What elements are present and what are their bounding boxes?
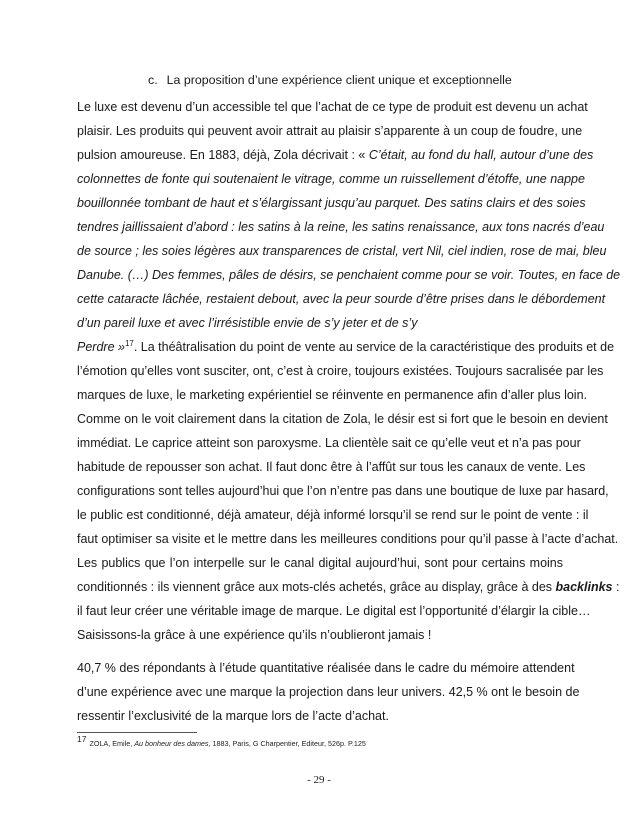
quote-line: de source ; les soies légères aux transparences de cristal, vert Nil, ciel indien, rose de mai, bleu xyxy=(77,244,607,258)
body-line: ressentir l’exclusivité de la marque lors de l’acte d’achat. xyxy=(77,709,389,723)
body-line xyxy=(77,338,615,355)
quote-line: colonnettes de fonte qui soutenaient le vitrage, comme un ruissellement d’étoffe, une nappe xyxy=(77,172,585,186)
body-line: configurations sont telles aujourd’hui que l’on n’entre pas dans une boutique de luxe par hasard, xyxy=(77,484,609,498)
page-number: - 29 - xyxy=(307,774,331,786)
body-text: . La théâtralisation du point de vente au service de la caractéristique des produits et de xyxy=(133,340,615,354)
body-line: faut optimiser sa visite et le mettre dans les meilleures conditions pour qu’il passe à l’acte d’achat. xyxy=(77,532,619,546)
section-heading xyxy=(148,73,512,87)
body-line: il faut leur créer une véritable image de marque. Le digital est l’opportunité d’élargir la cible… xyxy=(77,604,591,618)
footnote-title: Au bonheur des dames xyxy=(134,739,209,748)
heading-text: La proposition d’une expérience client unique et exceptionnelle xyxy=(166,73,512,87)
quote-line: d’un pareil luxe et avec l’irrésistible envie de s’y jeter et de s’y xyxy=(77,316,418,330)
body-line: plaisir. Les produits qui peuvent avoir attrait au plaisir s’apparente à un coup de foudre, une xyxy=(77,124,583,138)
quote-line: cette cataracte lâchée, restaient debout, avec la peur sourde d’être prises dans le débordement xyxy=(77,292,606,306)
body-line: d’une expérience avec une marque la projection dans leur univers. 42,5 % ont le besoin de xyxy=(77,685,580,699)
body-line xyxy=(77,579,620,595)
body-line: Le luxe est devenu d’un accessible tel que l’achat de ce type de produit est devenu un achat xyxy=(77,100,588,114)
body-line: marques de luxe, le marketing expérientiel se réinvente en permanence afin d’aller plus loin. xyxy=(77,388,588,402)
body-line: habitude de repousser son achat. Il faut donc être à l’affût sur tous les canaux de vente. Les xyxy=(77,460,586,474)
quote-text: C’était, au fond du hall, autour d’une des xyxy=(368,148,594,162)
footnote-details: , 1883, Paris, G Charpentier, Editeur, 526p. P.125 xyxy=(208,739,366,748)
body-line: 40,7 % des répondants à l’étude quantitative réalisée dans le cadre du mémoire attendent xyxy=(77,661,575,675)
quote-line: bouillonnée tombant de haut et s’élargissant jusqu’au parquet. Des satins clairs et des soies xyxy=(77,196,586,210)
body-line xyxy=(77,147,594,163)
body-line: immédiat. Le caprice atteint son paroxysme. La clientèle sait ce qu’elle veut et n’a pas pour xyxy=(77,436,581,450)
body-line: Saisissons-la grâce à une expérience qu’ils n’oublieront jamais ! xyxy=(77,628,432,642)
footnote-number: 17 xyxy=(77,734,87,744)
body-line: le public est conditionné, déjà amateur, déjà informé lorsqu’il se rend sur le point de vente : il xyxy=(77,508,589,522)
body-line: Les publics que l’on interpelle sur le canal digital aujourd’hui, sont pour certains moins xyxy=(77,556,563,570)
quote-text: Perdre » xyxy=(77,340,125,354)
heading-number: c. xyxy=(148,73,158,87)
emphasis-text: backlinks xyxy=(555,580,613,594)
quote-line: Danube. (…) Des femmes, pâles de désirs, se penchaient comme pour se voir. Toutes, en face de xyxy=(77,268,621,282)
footnote-author: ZOLA, Emile, xyxy=(89,739,135,748)
body-text: : xyxy=(612,580,620,594)
body-text: pulsion amoureuse. En 1883, déjà, Zola décrivait : « xyxy=(77,148,369,162)
footnote-reference[interactable]: 17 xyxy=(124,338,134,348)
body-line: l’émotion qu’elles vont susciter, ont, c’est à croire, toujours existées. Toujours sacralisée par les xyxy=(77,364,604,378)
footnote-divider xyxy=(77,732,197,733)
body-line: Comme on le voit clairement dans la citation de Zola, le désir est si fort que le besoin en devient xyxy=(77,412,608,426)
quote-line: tendres jaillissaient d’abord : les satins à la reine, les satins renaissance, aux tons nacrés d’eau xyxy=(77,220,605,234)
footnote xyxy=(77,734,366,748)
body-text: conditionnés : ils viennent grâce aux mots-clés achetés, grâce au display, grâce à des xyxy=(77,580,556,594)
